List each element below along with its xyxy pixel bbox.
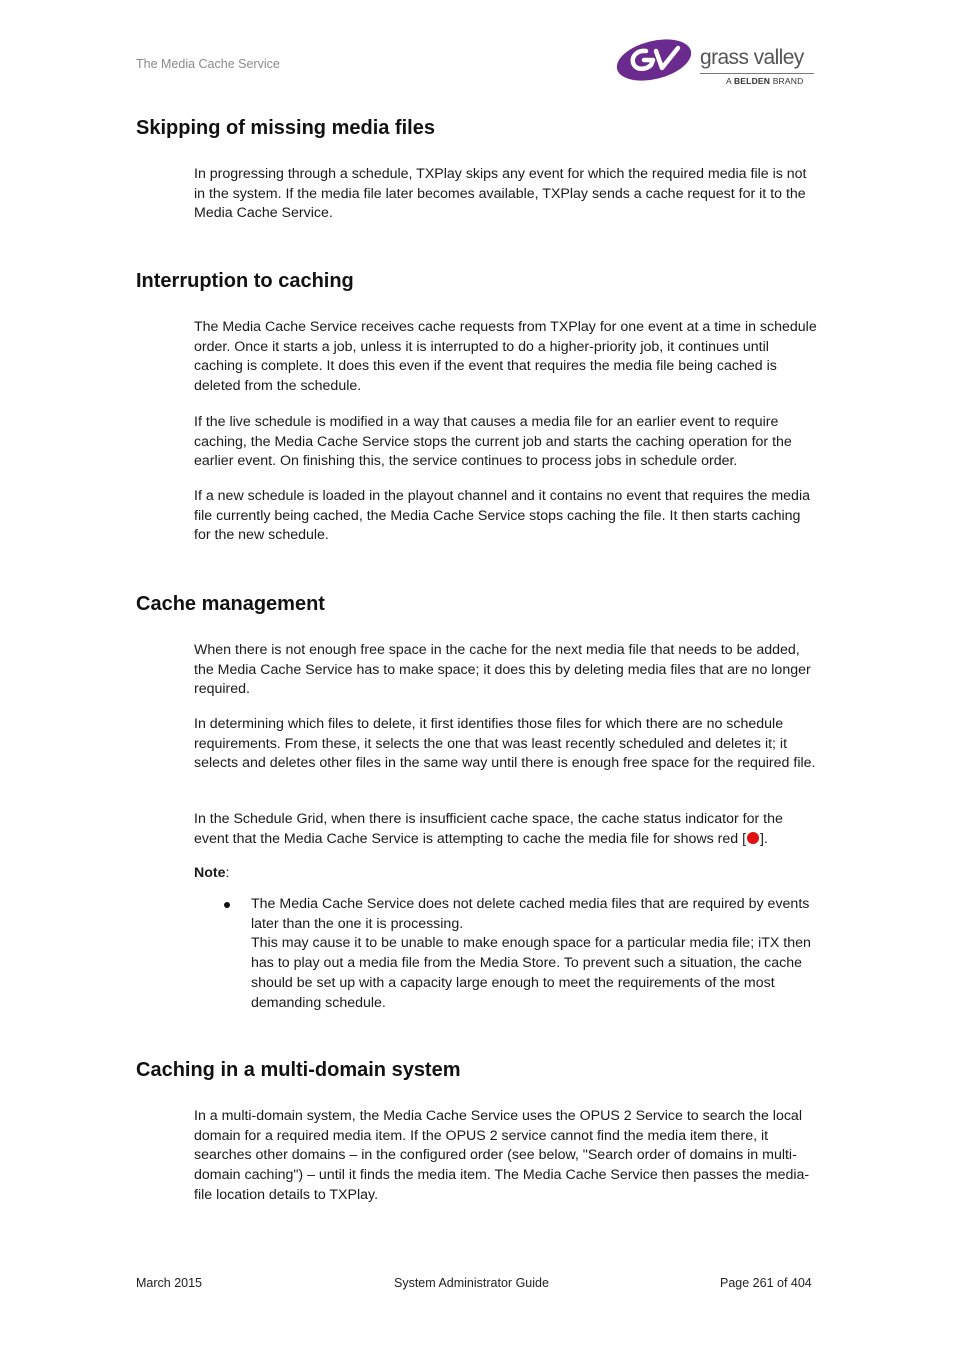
paragraph: In determining which files to delete, it first identifies those files for which there are no schedule requirements. From these, it selects the one that was least recently scheduled and deletes it; it selects and deletes other files in the same way until there is enough free space for the required file. xyxy=(194,716,816,772)
logo-tagline: A BELDEN BRAND xyxy=(726,76,804,86)
section-heading-cache-management: Cache management xyxy=(136,593,325,615)
paragraph: In progressing through a schedule, TXPlay skips any event for which the required media file is not in the system. If the media file later becomes available, TXPlay sends a cache request for it to the Media Cache Service. xyxy=(194,166,807,222)
footer-date: March 2015 xyxy=(136,1276,203,1290)
section-heading-interruption: Interruption to caching xyxy=(136,270,354,292)
section-heading-skipping: Skipping of missing media files xyxy=(136,117,435,139)
footer-title: System Administrator Guide xyxy=(394,1276,549,1290)
grass-valley-logo xyxy=(616,38,816,88)
cache-status-red-icon xyxy=(747,832,759,844)
logo-divider xyxy=(700,73,814,74)
bullet-icon xyxy=(224,902,230,908)
paragraph: In a multi-domain system, the Media Cache Service uses the OPUS 2 Service to search the local domain for a required media item. If the OPUS 2 service cannot find the media item there, it searches other domains – in the configured order (see below, "Search order of domains in multi-domain caching") – until it finds the media item. The Media Cache Service then passes the media-file location details to TXPlay. xyxy=(194,1108,810,1203)
status-paragraph: In the Schedule Grid, when there is insufficient cache space, the cache status indicator for the event that the Media Cache Service is attempting to cache the media file for shows red [ ]. xyxy=(194,811,783,847)
running-header: The Media Cache Service xyxy=(136,57,280,71)
logo-wordmark: grass valley xyxy=(700,46,804,69)
note-label: Note: xyxy=(194,865,230,881)
paragraph: If the live schedule is modified in a way that causes a media file for an earlier event to require caching, the Media Cache Service stops the current job and starts the caching operation for the earlier event. On finishing this, the service continues to process jobs in schedule order. xyxy=(194,414,792,470)
note-bullet-text: The Media Cache Service does not delete cached media files that are required by events later than the one it is processing. This may cause it to be unable to make enough space for a particular media file; iTX then has to play out a media file from the Media Store. To prevent such a situation, the cache should be set up with a capacity large enough to meet the requirements of the most demanding schedule. xyxy=(251,896,811,1011)
footer-page-number: Page 261 of 404 xyxy=(720,1276,812,1290)
gv-logo-icon xyxy=(616,38,698,84)
paragraph: The Media Cache Service receives cache requests from TXPlay for one event at a time in schedule order. Once it starts a job, unless it is interrupted to do a higher-priority job, it continues until caching is complete. It does this even if the event that requires the media file being cached is deleted from the schedule. xyxy=(194,319,817,395)
paragraph: When there is not enough free space in the cache for the next media file that needs to be added, the Media Cache Service has to make space; it does this by deleting media files that are no longer required. xyxy=(194,642,811,698)
section-heading-multi-domain: Caching in a multi-domain system xyxy=(136,1059,461,1081)
paragraph: If a new schedule is loaded in the playout channel and it contains no event that requires the media file currently being cached, the Media Cache Service stops caching the file. It then starts caching for the new schedule. xyxy=(194,488,810,544)
